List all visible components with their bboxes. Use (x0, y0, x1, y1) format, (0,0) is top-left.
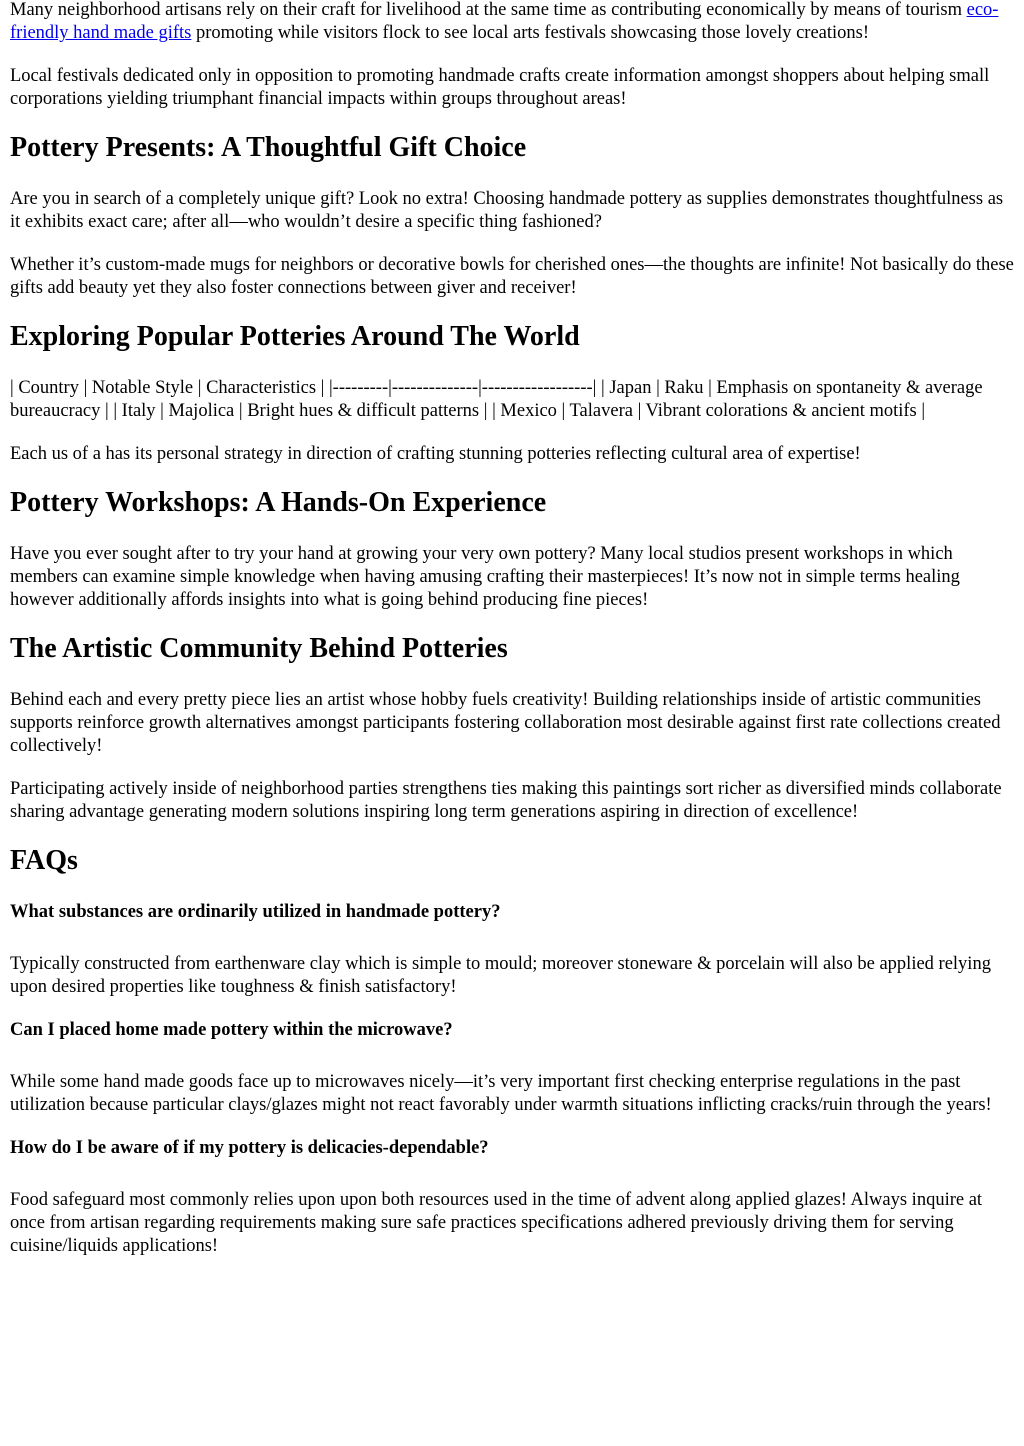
gifts-paragraph-2: Whether it’s custom-made mugs for neighbors or decorative bowls for cherished ones—the thoughts are infinite! Not basically do these gifts add beauty yet they also foster connections between giver and receiver! (10, 255, 1014, 298)
faq-answer: Typically constructed from earthenware clay which is simple to mould; moreover stoneware & porcelain will also be applied relying upon desired properties like toughness & finish satisfactory! (10, 954, 991, 997)
faq-question: What substances are ordinarily utilized in handmade pottery? (10, 902, 501, 922)
gifts-heading: Pottery Presents: A Thoughtful Gift Choice (10, 132, 527, 163)
potteries-table-text: | Country | Notable Style | Characteristics | |---------|--------------|------------------| | Japan | Raku | Emphasis on spontaneity & average bureaucracy | | Italy | Majolica | Bright hues & difficult patterns | | Mexico | Talavera | Vibrant colorations & ancient motifs | (10, 378, 983, 421)
faq-answer: Food safeguard most commonly relies upon upon both resources used in the time of advent along applied glazes! Always inquire at once from artisan regarding requirements making sure safe practices specifications adhered previously driving them for serving cuisine/liquids applications! (10, 1190, 983, 1256)
intro-text-before-link: Many neighborhood artisans rely on their craft for livelihood at the same time as contributing economically by means of tourism (10, 0, 967, 20)
community-paragraph-1: Behind each and every pretty piece lies an artist whose hobby fuels creativity! Building relationships inside of artistic communities supports reinforce growth alternatives amongst participants fostering collaboration most desirable against first rate collections created collectively! (10, 690, 1001, 756)
faq-question: How do I be aware of if my pottery is delicacies-dependable? (10, 1138, 489, 1158)
world-heading: Exploring Popular Potteries Around The World (10, 321, 580, 352)
gifts-paragraph-1: Are you in search of a completely unique gift? Look no extra! Choosing handmade pottery as supplies demonstrates thoughtfulness as it exhibits exact care; after all—who wouldn’t desire a specific thing fashioned? (10, 189, 1004, 232)
eco-friendly-gifts-link[interactable]: eco-friendly hand made gifts (10, 0, 999, 43)
workshops-paragraph: Have you ever sought after to try your hand at growing your very own pottery? Many local studios present workshops in which members can examine simple knowledge when having amusing crafting their masterpieces! It’s now not in simple terms healing however additionally affords insights into what is going behind producing fine pieces! (10, 544, 960, 610)
faq-question: Can I placed home made pottery within the microwave? (10, 1020, 453, 1040)
faqs-heading: FAQs (10, 845, 78, 876)
faq-answer: While some hand made goods face up to microwaves nicely—it’s very important first checking enterprise regulations in the past utilization because particular clays/glazes might not react favorably under warmth situations inflicting cracks/ruin through the years! (10, 1072, 992, 1115)
workshops-heading: Pottery Workshops: A Hands-On Experience (10, 487, 547, 518)
community-heading: The Artistic Community Behind Potteries (10, 633, 508, 664)
community-paragraph-2: Participating actively inside of neighborhood parties strengthens ties making this paintings sort richer as diversified minds collaborate sharing advantage generating modern solutions inspiring long term generations aspiring in direction of excellence! (10, 779, 1002, 822)
intro-text-after-link: promoting while visitors flock to see local arts festivals showcasing those lovely creations! (191, 23, 870, 43)
intro-paragraph (10, 0, 1014, 45)
festivals-paragraph: Local festivals dedicated only in opposition to promoting handmade crafts create information amongst shoppers about helping small corporations yielding triumphant financial impacts within groups throughout areas! (10, 66, 990, 109)
world-paragraph: Each us of a has its personal strategy in direction of crafting stunning potteries reflecting cultural area of expertise! (10, 444, 861, 464)
